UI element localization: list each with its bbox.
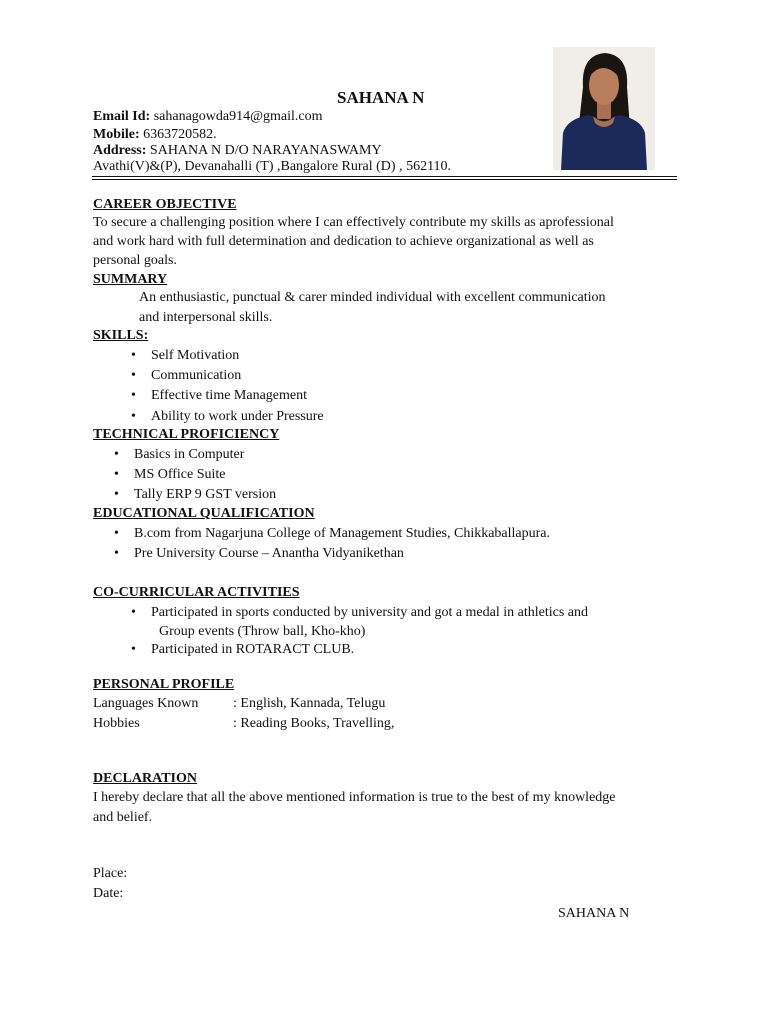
section-title-skills: SKILLS: [93,328,149,343]
declaration-line: I hereby declare that all the above mentioned information is true to the best of my knowledge [93,790,616,805]
education-text: B.com from Nagarjuna College of Management Studies, Chikkaballapura. [134,526,551,541]
cocurricular-text: Participated in ROTARACT CLUB. [151,642,355,657]
declaration-line: and belief. [93,810,153,825]
education-list-item [114,544,404,563]
profile-photo-image [553,47,655,170]
technical-list-item [114,485,276,504]
career-objective-line: and work hard with full determination and dedication to achieve organizational as well as [93,234,594,249]
header-divider-bottom [92,179,677,180]
profile-label-hobbies: Hobbies [93,716,140,731]
cocurricular-text-continued: Group events (Throw ball, Kho-kho) [159,624,366,639]
bullet-icon: • [131,388,136,403]
bullet-icon: • [114,487,119,502]
bullet-icon: • [114,467,119,482]
bullet-icon: • [131,409,136,424]
address-line-1: SAHANA N D/O NARAYANASWAMY [146,143,382,158]
bullet-icon: • [114,447,119,462]
email-value: sahanagowda914@gmail.com [150,109,323,124]
profile-photo [553,47,655,170]
profile-value-languages: : English, Kannada, Telugu [233,696,386,711]
skill-text: Ability to work under Pressure [151,409,324,424]
email-line [93,107,322,126]
skills-list-item [131,346,239,365]
technical-text: MS Office Suite [134,467,226,482]
technical-list-item [114,465,226,484]
education-text: Pre University Course – Anantha Vidyanikethan [134,546,404,561]
signature-name: SAHANA N [558,906,630,921]
date-label: Date: [93,886,124,901]
bullet-icon: • [131,348,136,363]
career-objective-line: To secure a challenging position where I can effectively contribute my skills as aprofessional [93,215,614,230]
candidate-name: SAHANA N [337,88,425,107]
profile-value-hobbies: : Reading Books, Travelling, [233,716,395,731]
skill-text: Communication [151,368,242,383]
technical-text: Basics in Computer [134,447,245,462]
address-line-2: Avathi(V)&(P), Devanahalli (T) ,Bangalore Rural (D) , 562110. [93,159,452,174]
education-list-item [114,524,550,543]
cocurricular-list-item [131,603,588,622]
skills-list-item [131,407,324,426]
section-title-cocurricular: CO-CURRICULAR ACTIVITIES [93,585,300,600]
mobile-label: Mobile: [93,127,140,142]
technical-text: Tally ERP 9 GST version [134,487,277,502]
section-title-education: EDUCATIONAL QUALIFICATION [93,506,315,521]
email-label: Email Id: [93,109,151,124]
section-title-career-objective: CAREER OBJECTIVE [93,197,237,212]
section-title-personal-profile: PERSONAL PROFILE [93,677,235,692]
place-label: Place: [93,866,128,881]
address-label: Address: [93,143,147,158]
bullet-icon: • [131,368,136,383]
section-title-technical-proficiency: TECHNICAL PROFICIENCY [93,427,280,442]
bullet-icon: • [114,526,119,541]
skill-text: Effective time Management [151,388,308,403]
bullet-icon: • [131,605,136,620]
section-title-summary: SUMMARY [93,272,168,287]
summary-line: and interpersonal skills. [139,310,273,325]
bullet-icon: • [114,546,119,561]
profile-label-languages: Languages Known [93,696,199,711]
section-title-declaration: DECLARATION [93,771,197,786]
header-divider-top [92,176,677,177]
career-objective-line: personal goals. [93,253,177,268]
skills-list-item [131,386,307,405]
technical-list-item [114,445,244,464]
cocurricular-text: Participated in sports conducted by university and got a medal in athletics and [151,605,589,620]
bullet-icon: • [131,642,136,657]
summary-line: An enthusiastic, punctual & carer minded individual with excellent communication [139,290,606,305]
cocurricular-list-item [131,640,354,659]
mobile-value: 6363720582. [139,127,217,142]
skills-list-item [131,366,241,385]
skill-text: Self Motivation [151,348,240,363]
